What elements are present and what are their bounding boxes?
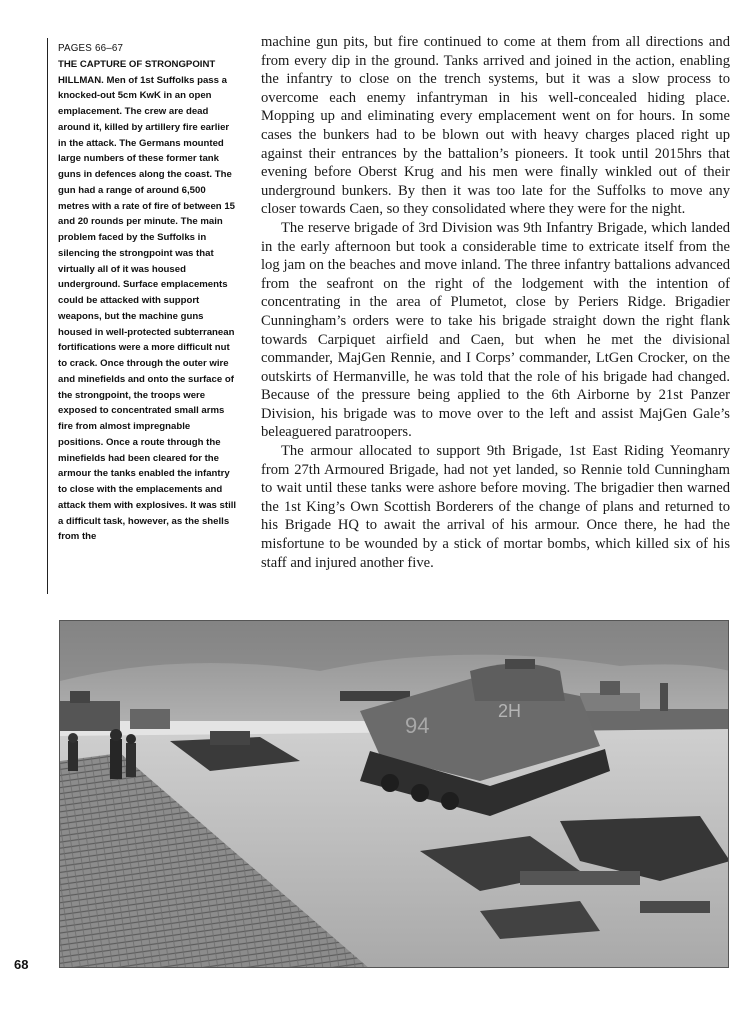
body-paragraph: The armour allocated to support 9th Brigade, 1st East Riding Yeomanry from 27th Armoured Brigade, had not yet landed, so Rennie told Cunningham to wait until these tanks were ashore before moving. The brigadier then warned the 1st King’s Own Scottish Borderers of the change of plans and returned to his Brigade HQ to await the arrival of his armour. Once there, he had the misfortune to be wounded by a stick of mortar bombs, which killed six of his staff and injured another five. [261, 443, 730, 571]
page-number: 68 [14, 957, 29, 972]
body-text-column [261, 33, 730, 572]
caption-pages-ref: PAGES 66–67 [58, 43, 124, 54]
beach-tank-photo [59, 620, 729, 968]
caption-text: Men of 1st Suffolks pass a knocked-out 5cm KwK in an open emplacement. The crew are dead around it, killed by artillery fire earlier in the attack. The Germans mounted large numbers of these former tank guns in defences along the coast. The gun had a range of around 6,500 metres with a rate of fire of between 15 and 20 rounds per minute. The main problem faced by the Suffolks in silencing the strongpoint was that virtually all of it was housed underground. Surface emplacements could be attacked with support weapons, but the machine guns housed in well-protected subterranean fortifications were a more difficult nut to crack. Once through the outer wire and minefields and onto the surface of the strongpoint, the troops were exposed to concentrated small arms fire from almost impregnable positions. Once a route through the minefields had been cleared for the armour the tanks enabled the infantry to close with the emplacements and attack them with explosives. It was still a difficult task, however, as the shells from the [58, 74, 237, 543]
caption-heading: THE CAPTURE OF STRONGPOINT HILLMAN. [58, 58, 216, 86]
photo-caption [58, 41, 238, 545]
tank-marking-unit: 2H [498, 701, 522, 721]
body-paragraph: machine gun pits, but fire continued to come at them from all directions and from every dip in the ground. Tanks arrived and joined in the action, enabling the infantry to close on the trench systems, but it was a slow process to overcome each enemy infantryman in his well-concealed hiding place. Mopping up and eliminating every emplacement went on for hours. In some cases the bunkers had to be blown out with heavy charges placed right up against their entrances by the battalion’s pioneers. It took until 2015hrs that evening before Oberst Krug and his men were finally winkled out of their underground bunkers. By then it was too late for the Suffolks to move any closer towards Caen, so they consolidated where they were for the night. [261, 34, 730, 218]
caption-rule [47, 38, 48, 594]
tank-marking-number: 94 [405, 713, 430, 738]
photo-illustration [60, 621, 729, 968]
body-paragraph: The reserve brigade of 3rd Division was 9th Infantry Brigade, which landed in the early afternoon but took a considerable time to extricate itself from the log jam on the beaches and move inland. The three infantry battalions advanced from the seafront on the right of the lodgement with the intention of concentrating in the area of Plumetot, close by Periers Ridge. Brigadier Cunningham’s orders were to take his brigade straight down the right flank towards Carpiquet airfield and Caen, but when he met the divisional commander, MajGen Rennie, and I Corps’ commander, LtGen Crocker, on the outskirts of Hermanville, he was told that the role of his brigade had changed. Because of the pressure being applied to the 6th Airborne by 21st Panzer Division, his brigade was to move over to the left and assist MajGen Gale’s beleaguered paratroopers. [261, 219, 730, 441]
